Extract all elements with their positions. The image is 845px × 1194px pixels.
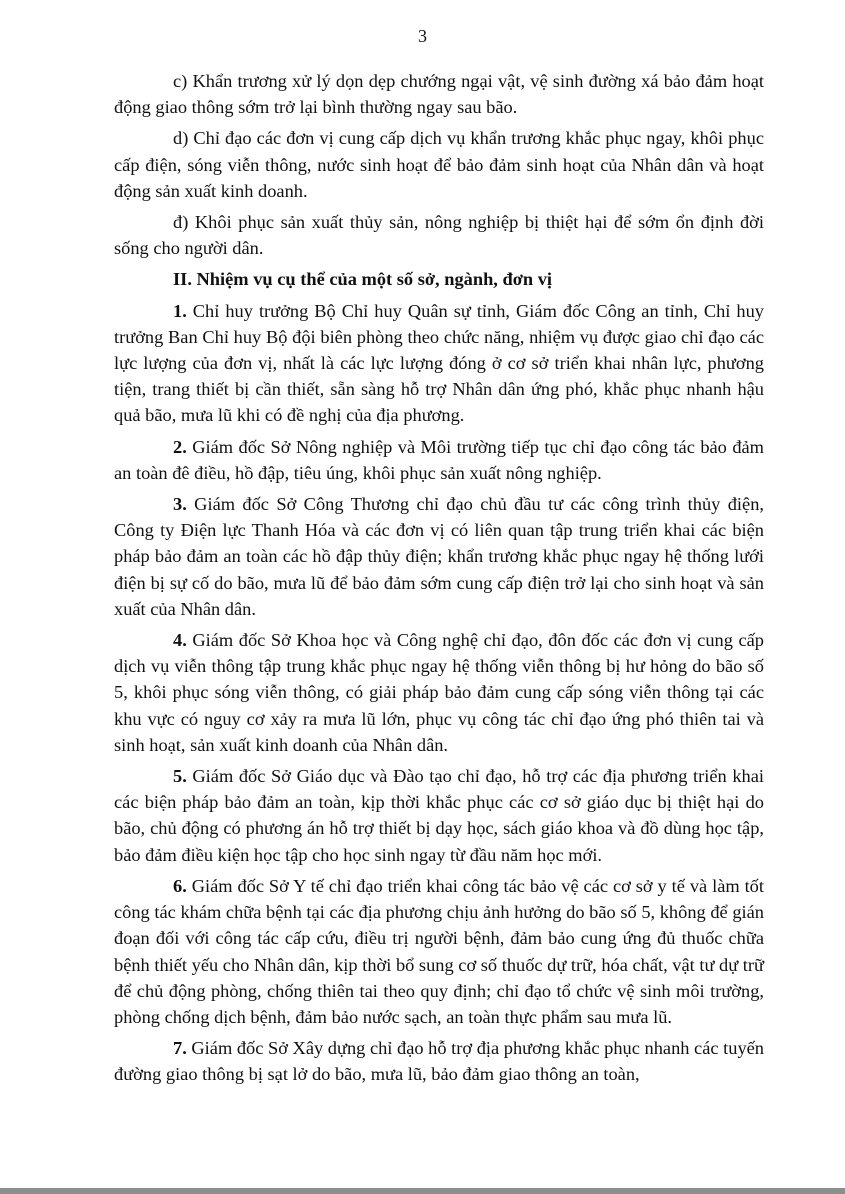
item-text: Giám đốc Sở Công Thương chỉ đạo chủ đầu tư các công trình thủy điện, Công ty Điện lực Thanh Hóa và các đơn vị có liên quan tập trung triển khai các biện pháp bảo đảm an toàn các hồ đập thủy điện; khẩn trương khắc phục ngay hệ thống lưới điện bị sự cố do bão, mưa lũ để bảo đảm sớm cung cấp điện trở lại cho sinh hoạt và sản xuất của Nhân dân. <box>114 494 764 619</box>
page-number: 3 <box>418 26 427 46</box>
viewer-bottom-edge <box>0 1188 845 1194</box>
item-2 <box>114 434 764 486</box>
item-7 <box>114 1035 764 1087</box>
item-number: 7. <box>173 1038 187 1059</box>
paragraph-dd: đ) Khôi phục sản xuất thủy sản, nông nghiệp bị thiệt hại để sớm ổn định đời sống cho người dân. <box>114 212 764 259</box>
item-text: Giám đốc Sở Y tế chỉ đạo triển khai công tác bảo vệ các cơ sở y tế và làm tốt công tác khám chữa bệnh tại các địa phương chịu ảnh hưởng do bão số 5, không để gián đoạn đối với công tác cấp cứu, điều trị người bệnh, đảm bảo cung ứng đủ thuốc chữa bệnh thiết yếu cho Nhân dân, kịp thời bổ sung cơ số thuốc dự trữ, hóa chất, vật tư dự trữ để chủ động phòng, chống thiên tai theo quy định; chỉ đạo tổ chức vệ sinh môi trường, phòng chống dịch bệnh, đảm bảo nước sạch, an toàn thực phẩm sau mưa lũ. <box>114 875 765 1027</box>
paragraph-d: d) Chỉ đạo các đơn vị cung cấp dịch vụ khẩn trương khắc phục ngay, khôi phục cấp điện, sóng viễn thông, nước sinh hoạt để bảo đảm sinh hoạt của Nhân dân và hoạt động sản xuất kinh doanh. <box>114 128 764 201</box>
item-number: 4. <box>173 630 187 651</box>
item-text: Giám đốc Sở Nông nghiệp và Môi trường tiếp tục chỉ đạo công tác bảo đảm an toàn đê điều, hồ đập, tiêu úng, khôi phục sản xuất nông nghiệp. <box>114 436 764 483</box>
paragraph-c: c) Khẩn trương xử lý dọn dẹp chướng ngại vật, vệ sinh đường xá bảo đảm hoạt động giao thông sớm trở lại bình thường ngay sau bão. <box>114 71 764 118</box>
item-text: Chỉ huy trưởng Bộ Chỉ huy Quân sự tỉnh, Giám đốc Công an tỉnh, Chỉ huy trưởng Ban Chỉ huy Bộ đội biên phòng theo chức năng, nhiệm vụ được giao chỉ đạo các lực lượng của đơn vị, nhất là các lực lượng đóng ở cơ sở triển khai nhân lực, phương tiện, trang thiết bị cần thiết, sẵn sàng hỗ trợ Nhân dân ứng phó, khắc phục nhanh hậu quả bão, mưa lũ khi có đề nghị của địa phương. <box>114 300 764 426</box>
item-1 <box>114 298 764 429</box>
item-number: 3. <box>173 494 187 515</box>
item-number: 5. <box>173 766 187 787</box>
item-text: Giám đốc Sở Giáo dục và Đào tạo chỉ đạo, hỗ trợ các địa phương triển khai các biện pháp bảo đảm an toàn, kịp thời khắc phục các cơ sở giáo dục bị thiệt hại do bão, chủ động có phương án hỗ trợ thiết bị dạy học, sách giáo khoa và đồ dùng học tập, bảo đảm điều kiện học tập cho học sinh ngay từ đầu năm học mới. <box>114 766 764 865</box>
item-4 <box>114 627 764 758</box>
item-6 <box>114 873 764 1030</box>
item-number: 1. <box>173 300 187 321</box>
item-text: Giám đốc Sở Xây dựng chỉ đạo hỗ trợ địa phương khắc phục nhanh các tuyến đường giao thông bị sạt lở do bão, mưa lũ, bảo đảm giao thông an toàn, <box>114 1038 764 1085</box>
item-3 <box>114 491 764 622</box>
section-heading: II. Nhiệm vụ cụ thể của một số sở, ngành, đơn vị <box>173 269 553 290</box>
item-number: 2. <box>173 436 187 457</box>
document-body <box>114 68 764 1093</box>
item-number: 6. <box>173 875 187 896</box>
item-5 <box>114 763 764 868</box>
item-text: Giám đốc Sở Khoa học và Công nghệ chỉ đạo, đôn đốc các đơn vị cung cấp dịch vụ viễn thông tập trung khắc phục ngay hệ thống viễn thông bị hư hỏng do bão số 5, khôi phục sóng viễn thông, có giải pháp bảo đảm cung cấp sóng viễn thông tại các khu vực có nguy cơ xảy ra mưa lũ lớn, phục vụ công tác chỉ đạo ứng phó thiên tai và sinh hoạt, sản xuất kinh doanh của Nhân dân. <box>114 630 764 755</box>
